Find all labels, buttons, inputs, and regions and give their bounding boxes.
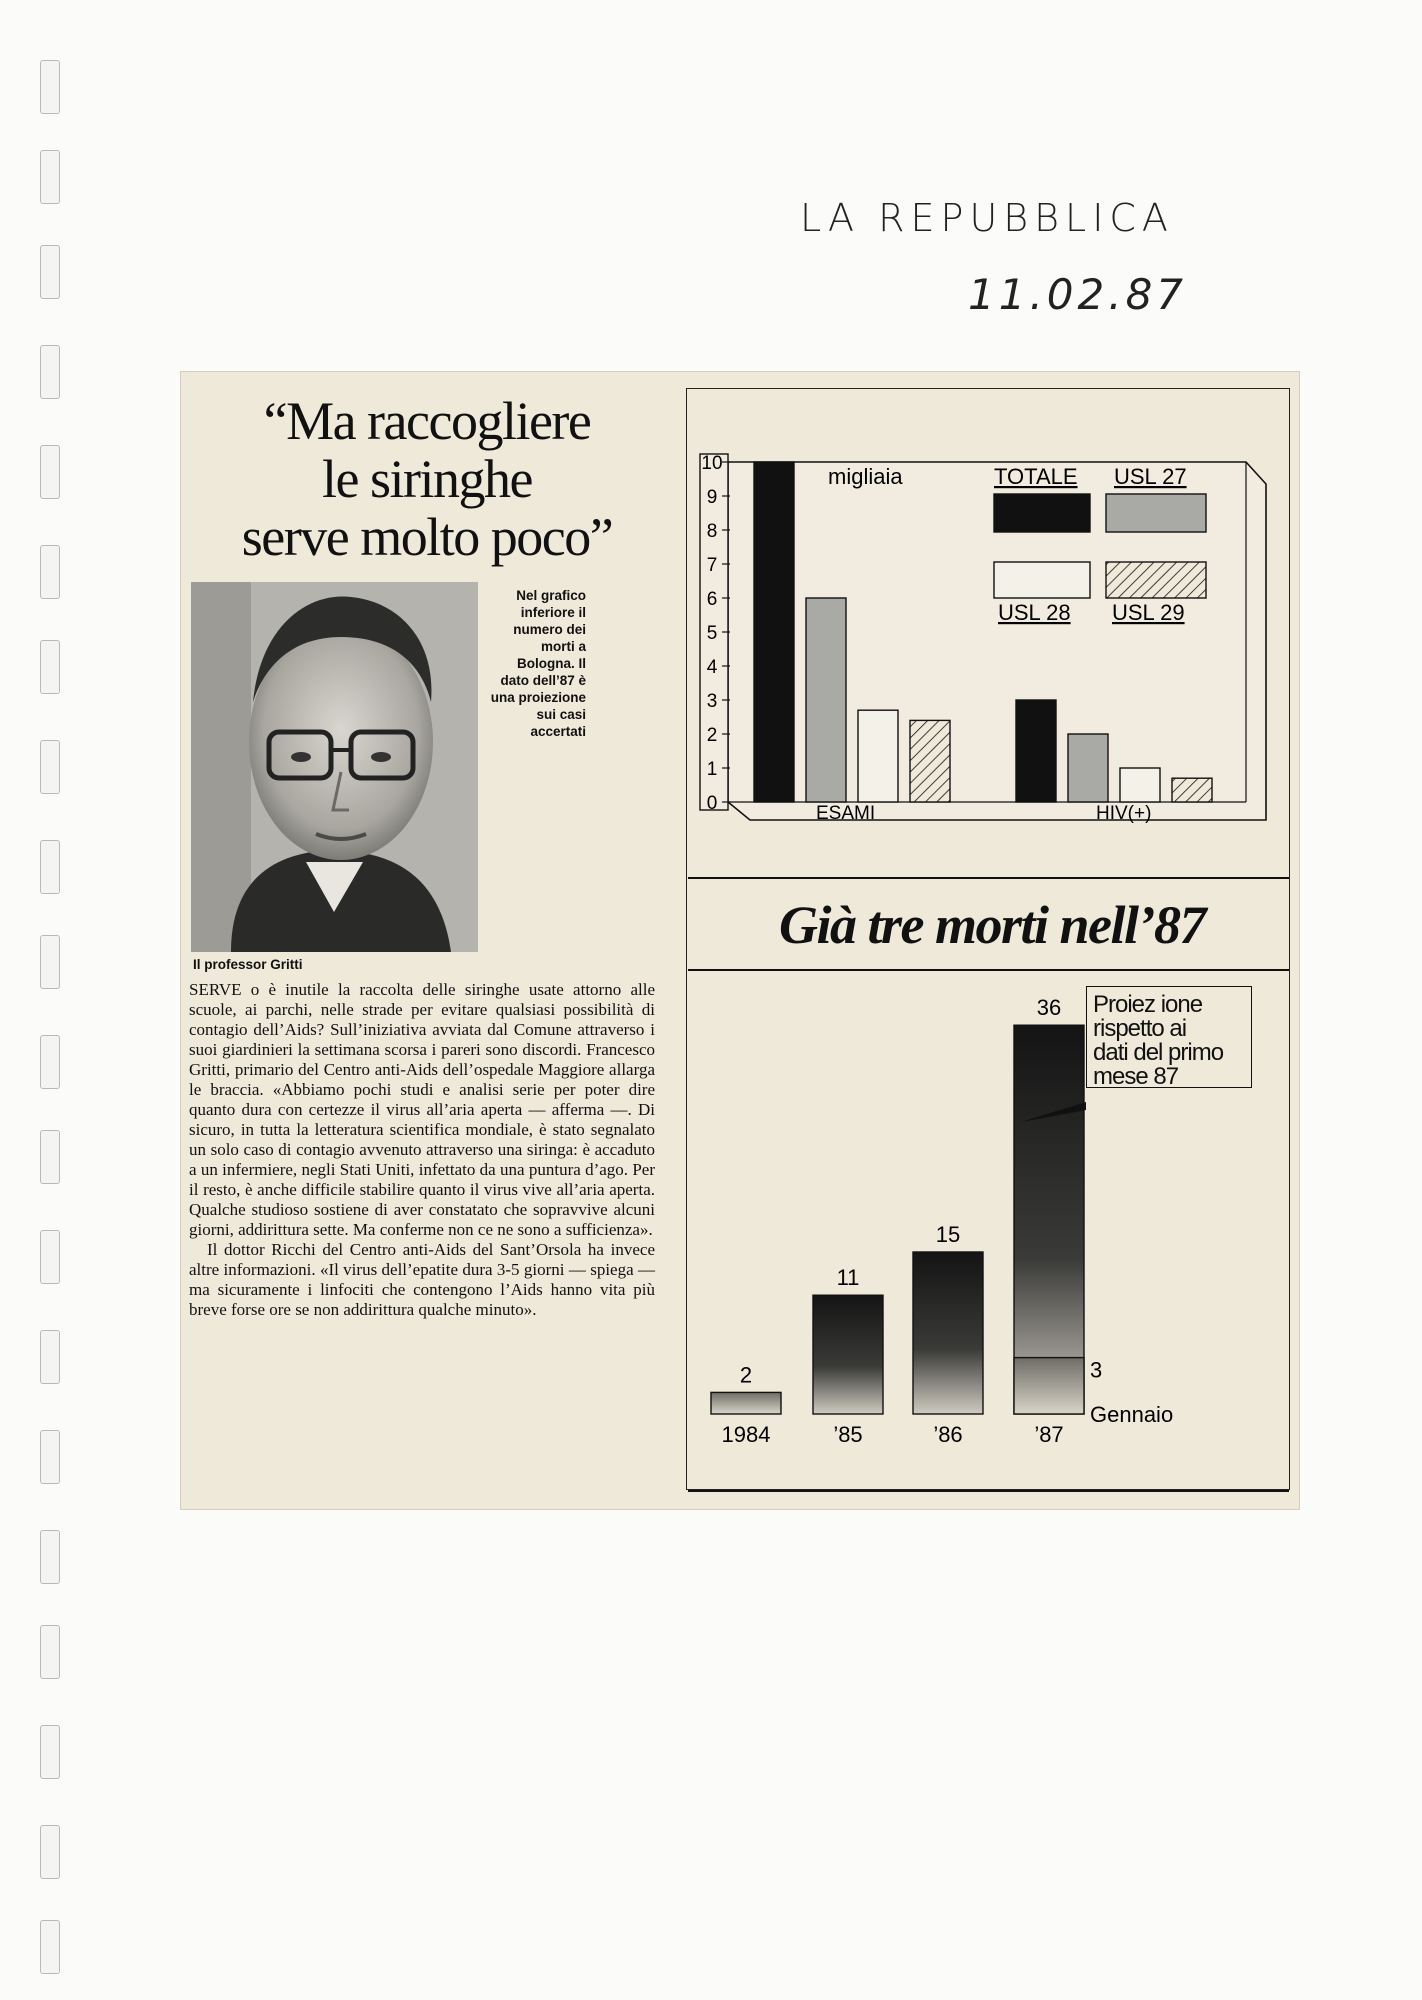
x-category-label: ESAMI xyxy=(816,803,876,824)
portrait-photo xyxy=(191,582,478,952)
y-tick-label: 0 xyxy=(706,793,718,814)
caption-line: dato dell’87 è xyxy=(500,673,586,688)
caption-line: Bologna. Il xyxy=(517,656,586,671)
note-line: Proiez ione xyxy=(1093,991,1203,1018)
binder-hole xyxy=(40,1330,60,1384)
article-headline xyxy=(197,392,657,566)
deaths-bar-chart xyxy=(676,372,1299,1509)
caption-line: inferiore il xyxy=(520,605,586,620)
photo-caption: Il professor Gritti xyxy=(193,957,303,972)
binder-hole xyxy=(40,640,60,694)
binder-hole xyxy=(40,1825,60,1879)
bar-deaths xyxy=(1014,1025,1084,1414)
actual-value-label: 3 xyxy=(1090,1357,1103,1383)
binder-hole xyxy=(40,150,60,204)
y-tick-label: 6 xyxy=(706,589,718,610)
y-tick-label: 8 xyxy=(706,521,718,542)
headline-line: serve molto poco” xyxy=(241,507,613,567)
binder-hole xyxy=(40,1530,60,1584)
binder-hole xyxy=(40,1230,60,1284)
y-tick-label: 3 xyxy=(706,691,718,712)
bar-value-label: 15 xyxy=(935,1222,961,1247)
article-paragraph: Il dottor Ricchi del Centro anti-Aids del Sant’Orsola ha invece altre informazioni. «Il virus dell’epatite dura 3-5 giorni — spiega — ma sicuramente i linfociti che contengono l’Aids hanno vita più breve forse ore se non addirittura qualche minuto». xyxy=(189,1240,655,1319)
binder-hole xyxy=(40,1725,60,1779)
graphics-column xyxy=(676,372,1299,1509)
binder-hole xyxy=(40,245,60,299)
caption-line: una proiezione xyxy=(490,690,586,705)
note-line: rispetto ai xyxy=(1093,1015,1187,1042)
x-category-label: HIV(+) xyxy=(1096,803,1152,824)
legend-label: TOTALE xyxy=(994,464,1078,489)
caption-line: morti a xyxy=(540,639,586,654)
y-tick-label: 7 xyxy=(706,555,718,576)
actual-month-label: Gennaio xyxy=(1090,1402,1174,1427)
legend-label: USL 27 xyxy=(1114,464,1187,489)
binder-hole xyxy=(40,1035,60,1089)
y-tick-label: 10 xyxy=(701,453,723,474)
y-tick-label: 9 xyxy=(706,487,718,508)
bar-deaths xyxy=(711,1392,781,1414)
deaths-chart-title: Già tre morti nell’87 xyxy=(779,895,1205,955)
handwritten-date: 11.02.87 xyxy=(968,270,1188,319)
binder-hole xyxy=(40,1625,60,1679)
legend-label: USL 29 xyxy=(1112,600,1185,625)
binder-hole xyxy=(40,1430,60,1484)
bar-deaths xyxy=(913,1252,983,1414)
binder-hole xyxy=(40,840,60,894)
bar-value-label: 36 xyxy=(1036,995,1062,1021)
unit-label: migliaia xyxy=(828,464,903,489)
y-tick-label: 4 xyxy=(706,657,718,678)
caption-line: sui casi xyxy=(536,707,586,722)
note-line: dati del primo xyxy=(1093,1039,1224,1066)
x-year-label: 1984 xyxy=(721,1422,771,1447)
binder-hole xyxy=(40,545,60,599)
projection-note xyxy=(1086,986,1252,1088)
note-line: mese 87 xyxy=(1093,1063,1179,1090)
headline-line: “Ma raccogliere xyxy=(263,391,591,451)
y-tick-label: 5 xyxy=(706,623,718,644)
handwritten-newspaper-name: LA REPUBBLICA xyxy=(800,196,1174,240)
article-body xyxy=(189,980,655,1320)
newspaper-clipping xyxy=(181,372,1299,1509)
bar-deaths xyxy=(813,1295,883,1414)
caption-line: Nel grafico xyxy=(516,588,586,603)
x-year-label: ’87 xyxy=(1034,1422,1064,1447)
bar-value-label: 2 xyxy=(739,1362,753,1388)
binder-hole xyxy=(40,345,60,399)
y-tick-label: 1 xyxy=(706,759,718,780)
x-year-label: ’85 xyxy=(833,1422,863,1447)
bar-value-label: 11 xyxy=(836,1265,860,1291)
binder-hole xyxy=(40,1920,60,1974)
caption-line: accertati xyxy=(530,724,586,739)
binder-hole xyxy=(40,935,60,989)
caption-line: numero dei xyxy=(513,622,586,637)
y-tick-label: 2 xyxy=(706,725,718,746)
legend-label: USL 28 xyxy=(998,600,1071,625)
binder-hole xyxy=(40,445,60,499)
binder-hole xyxy=(40,1130,60,1184)
headline-line: le siringhe xyxy=(322,449,532,509)
article-column xyxy=(181,372,676,1509)
bar-actual-1987 xyxy=(1014,1358,1084,1414)
graph-side-caption xyxy=(486,587,586,740)
binder-hole xyxy=(40,60,60,114)
x-year-label: ’86 xyxy=(933,1422,963,1447)
binder-hole xyxy=(40,740,60,794)
article-paragraph: SERVE o è inutile la raccolta delle siringhe usate attorno alle scuole, ai parchi, nelle strade per evitare qualsiasi possibilità di contagio dell’Aids? Sull’iniziativa avviata dal Comune attraverso i suoi giardinieri la settimana scorsa i pareri sono discordi. Francesco Gritti, primario del Centro anti-Aids dell’ospedale Maggiore allarga le braccia. «Abbiamo pochi studi e analisi serie per poter dire quanto dura con certezze il virus all’aria aperta — afferma —. Di sicuro, in tutta la letteratura scientifica mondiale, è stato segnalato un solo caso di contagio avvenuto attraverso una siringa: è accaduto a un infermiere, negli Stati Uniti, infettato da una puntura d’ago. Per il resto, è anche difficile stabilire quanto il virus vive all’aria aperta. Qualche studioso sostiene di aver constatato che sopravvive alcuni giorni, addirittura sette. Ma conferme non ce ne sono a sufficienza». xyxy=(189,980,655,1239)
divider-rule xyxy=(688,1490,1289,1492)
